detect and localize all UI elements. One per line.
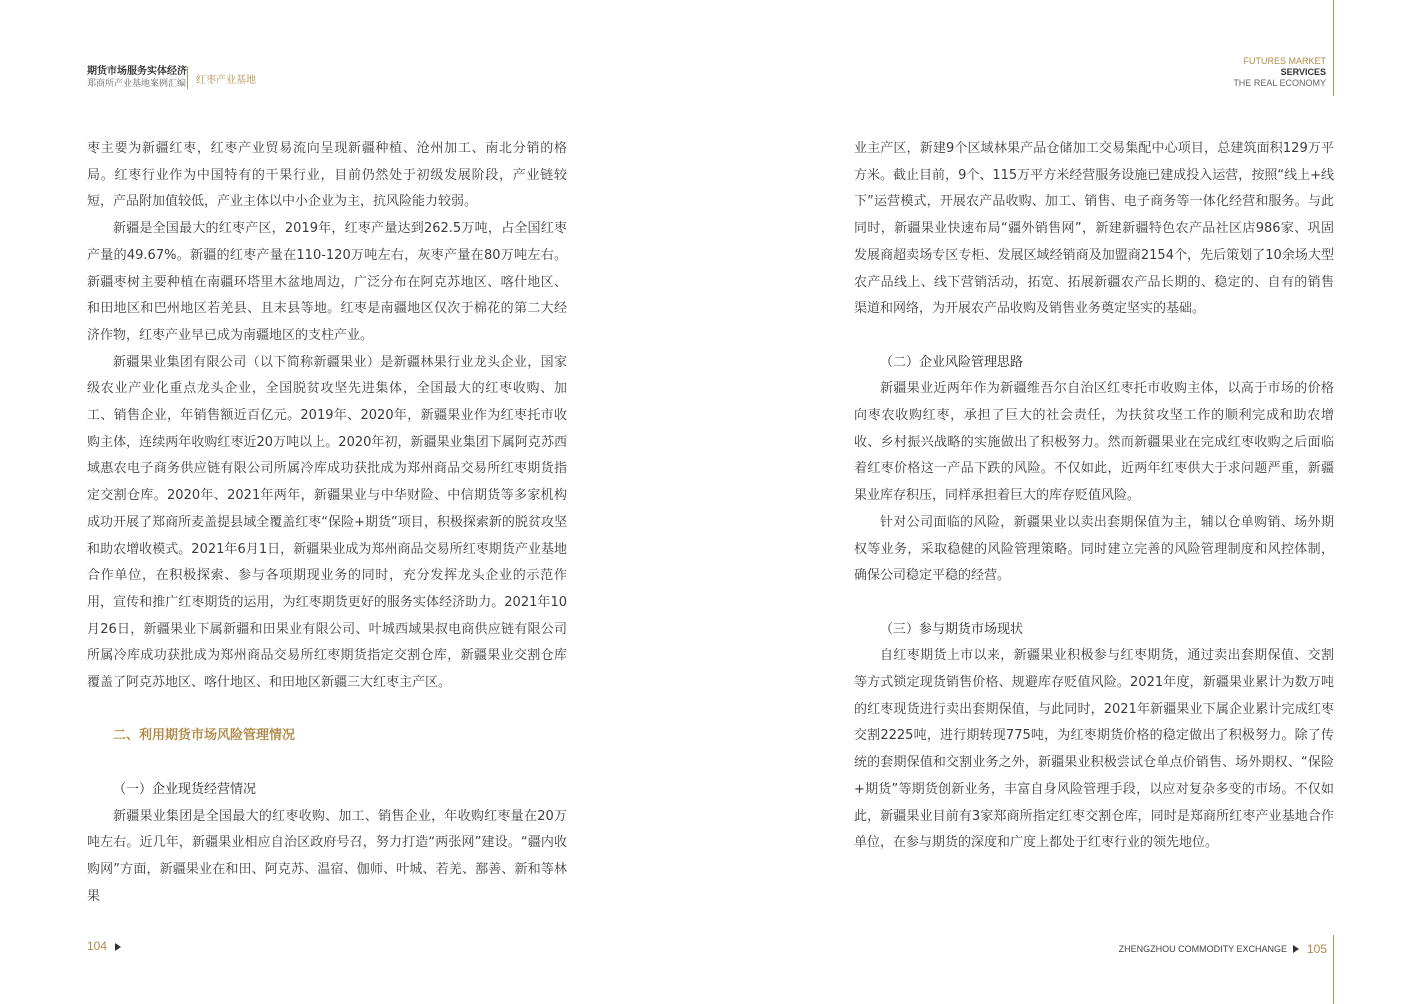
paragraph: 新疆果业集团是全国最大的红枣收购、加工、销售企业，年收购红枣量在20万吨左右。近几年，新疆果业相应自治区政府号召，努力打造“两张网”建设。“疆内收购网”方面，新疆果业在和田、阿克苏、温宿、伽师、叶城、若羌、鄯善、新和等林果 bbox=[87, 808, 567, 904]
header-right-line3: THE REAL ECONOMY bbox=[1233, 78, 1326, 88]
header-right-line2: SERVICES bbox=[1280, 67, 1326, 77]
header-divider bbox=[187, 67, 188, 89]
book-title: 期货市场服务实体经济 bbox=[87, 66, 187, 77]
subsection-heading: （一）企业现货经营情况 bbox=[113, 781, 257, 797]
subsection-heading: （三）参与期货市场现状 bbox=[880, 621, 1024, 637]
header-right-line1: FUTURES MARKET bbox=[1243, 56, 1326, 66]
page-number-right: 105 bbox=[1306, 941, 1327, 956]
paragraph: 自红枣期货上市以来，新疆果业积极参与红枣期货，通过卖出套期保值、交割等方式锁定现货销售价格、规避库存贬值风险。2021年度，新疆果业累计为数万吨的红枣现货进行卖出套期保值，与此同时，2021年新疆果业下属企业累计完成红枣交割2225吨，进行期转现775吨，为红枣期货价格的稳定做出了积极努力。除了传统的套期保值和交割业务之外，新疆果业积极尝试仓单点价销售、场外期权、“保险+期货”等期货创新业务，丰富自身风险管理手段，以应对复杂多变的市场。不仅如此，新疆果业目前有3家郑商所指定红枣交割仓库，同时是郑商所红枣产业基地合作单位，在参与期货的深度和广度上都处于红枣行业的领先地位。 bbox=[854, 648, 1334, 851]
book-subtitle: 郑商所产业基地案例汇编 bbox=[87, 79, 187, 89]
paragraph: 枣主要为新疆红枣，红枣产业贸易流向呈现新疆种植、沧州加工、南北分销的格局。红枣行业作为中国特有的干果行业，目前仍然处于初级发展阶段，产业链较短，产品附加值较低，产业主体以中小企业为主，抗风险能力较弱。 bbox=[87, 141, 567, 210]
running-header-left bbox=[87, 66, 187, 90]
triangle-right-icon bbox=[115, 943, 121, 951]
page-number-left-text: 104 bbox=[87, 939, 108, 953]
paragraph: 新疆是全国最大的红枣产区，2019年，红枣产量达到262.5万吨，占全国红枣产量的49.67%。新疆的红枣产量在110-120万吨左右，灰枣产量在80万吨左右。新疆枣树主要种植在南疆环塔里木盆地周边，广泛分布在阿克苏地区、喀什地区、和田地区和巴州地区若羌县、且末县等地。红枣是南疆地区仅次于棉花的第二大经济作物，红枣产业早已成为南疆地区的支柱产业。 bbox=[87, 221, 567, 343]
top-right-rule bbox=[1333, 0, 1334, 96]
paragraph: 业主产区，新建9个区域林果产品仓储加工交易集配中心项目，总建筑面积129万平方米。截止目前，9个、115万平方米经营服务设施已建成投入运营，按照“线上+线下”运营模式，开展农产品收购、加工、销售、电子商务等一体化经营和服务。与此同时，新疆果业快速布局“疆外销售网”，新建新疆特色农产品社区店986家、巩固发展商超卖场专区专柜、发展区域经销商及加盟商2154个，先后策划了10余场大型农产品线上、线下营销活动，拓宽、拓展新疆农产品长期的、稳定的、自有的销售渠道和网络，为开展农产品收购及销售业务奠定坚实的基础。 bbox=[854, 141, 1334, 317]
subsection-heading: （二）企业风险管理思路 bbox=[880, 354, 1024, 370]
footer-right bbox=[1119, 940, 1327, 958]
bottom-right-rule bbox=[1333, 935, 1334, 1004]
paragraph: 新疆果业集团有限公司（以下简称新疆果业）是新疆林果行业龙头企业，国家级农业产业化重点龙头企业，全国脱贫攻坚先进集体，全国最大的红枣收购、加工、销售企业，年销售额近百亿元。2019年、2020年，新疆果业作为红枣托市收购主体，连续两年收购红枣近20万吨以上。2020年初，新疆果业集团下属阿克苏西域惠农电子商务供应链有限公司所属冷库成功获批成为郑州商品交易所红枣期货指定交割仓库。2020年、2021年两年，新疆果业与中华财险、中信期货等多家机构成功开展了郑商所麦盖提县域全覆盖红枣“保险+期货”项目，积极探索新的脱贫攻坚和助农增收模式。2021年6月1日，新疆果业成为郑州商品交易所红枣期货产业基地合作单位，在积极探索、参与各项期现业务的同时，充分发挥龙头企业的示范作用，宣传和推广红枣期货的运用，为红枣期货更好的服务实体经济助力。2021年10月26日，新疆果业下属新疆和田果业有限公司、叶城西域果叔电商供应链有限公司所属冷库成功获批成为郑州商品交易所红枣期货指定交割仓库，新疆果业交割仓库覆盖了阿克苏地区、喀什地区、和田地区新疆三大红枣主产区。 bbox=[87, 354, 567, 691]
paragraph: 针对公司面临的风险，新疆果业以卖出套期保值为主，辅以仓单购销、场外期权等业务，采取稳健的风险管理策略。同时建立完善的风险管理制度和风控体制，确保公司稳定平稳的经营。 bbox=[854, 514, 1334, 584]
triangle-right-icon bbox=[1293, 945, 1299, 953]
exchange-name: ZHENGZHOU COMMODITY EXCHANGE bbox=[1118, 943, 1287, 954]
running-header-right bbox=[1233, 56, 1326, 89]
paragraph: 新疆果业近两年作为新疆维吾尔自治区红枣托市收购主体，以高于市场的价格向枣农收购红枣，承担了巨大的社会责任，为扶贫攻坚工作的顺利完成和助农增收、乡村振兴战略的实施做出了积极努力。然而新疆果业在完成红枣收购之后面临着红枣价格这一产品下跌的风险。不仅如此，近两年红枣供大于求问题严重，新疆果业库存积压，同样承担着巨大的库存贬值风险。 bbox=[854, 381, 1334, 504]
section-heading: 二、利用期货市场风险管理情况 bbox=[113, 728, 296, 744]
chapter-label: 红枣产业基地 bbox=[196, 75, 256, 86]
left-page-body bbox=[87, 136, 567, 910]
right-page-body bbox=[854, 136, 1334, 857]
page-number-left bbox=[87, 939, 121, 953]
